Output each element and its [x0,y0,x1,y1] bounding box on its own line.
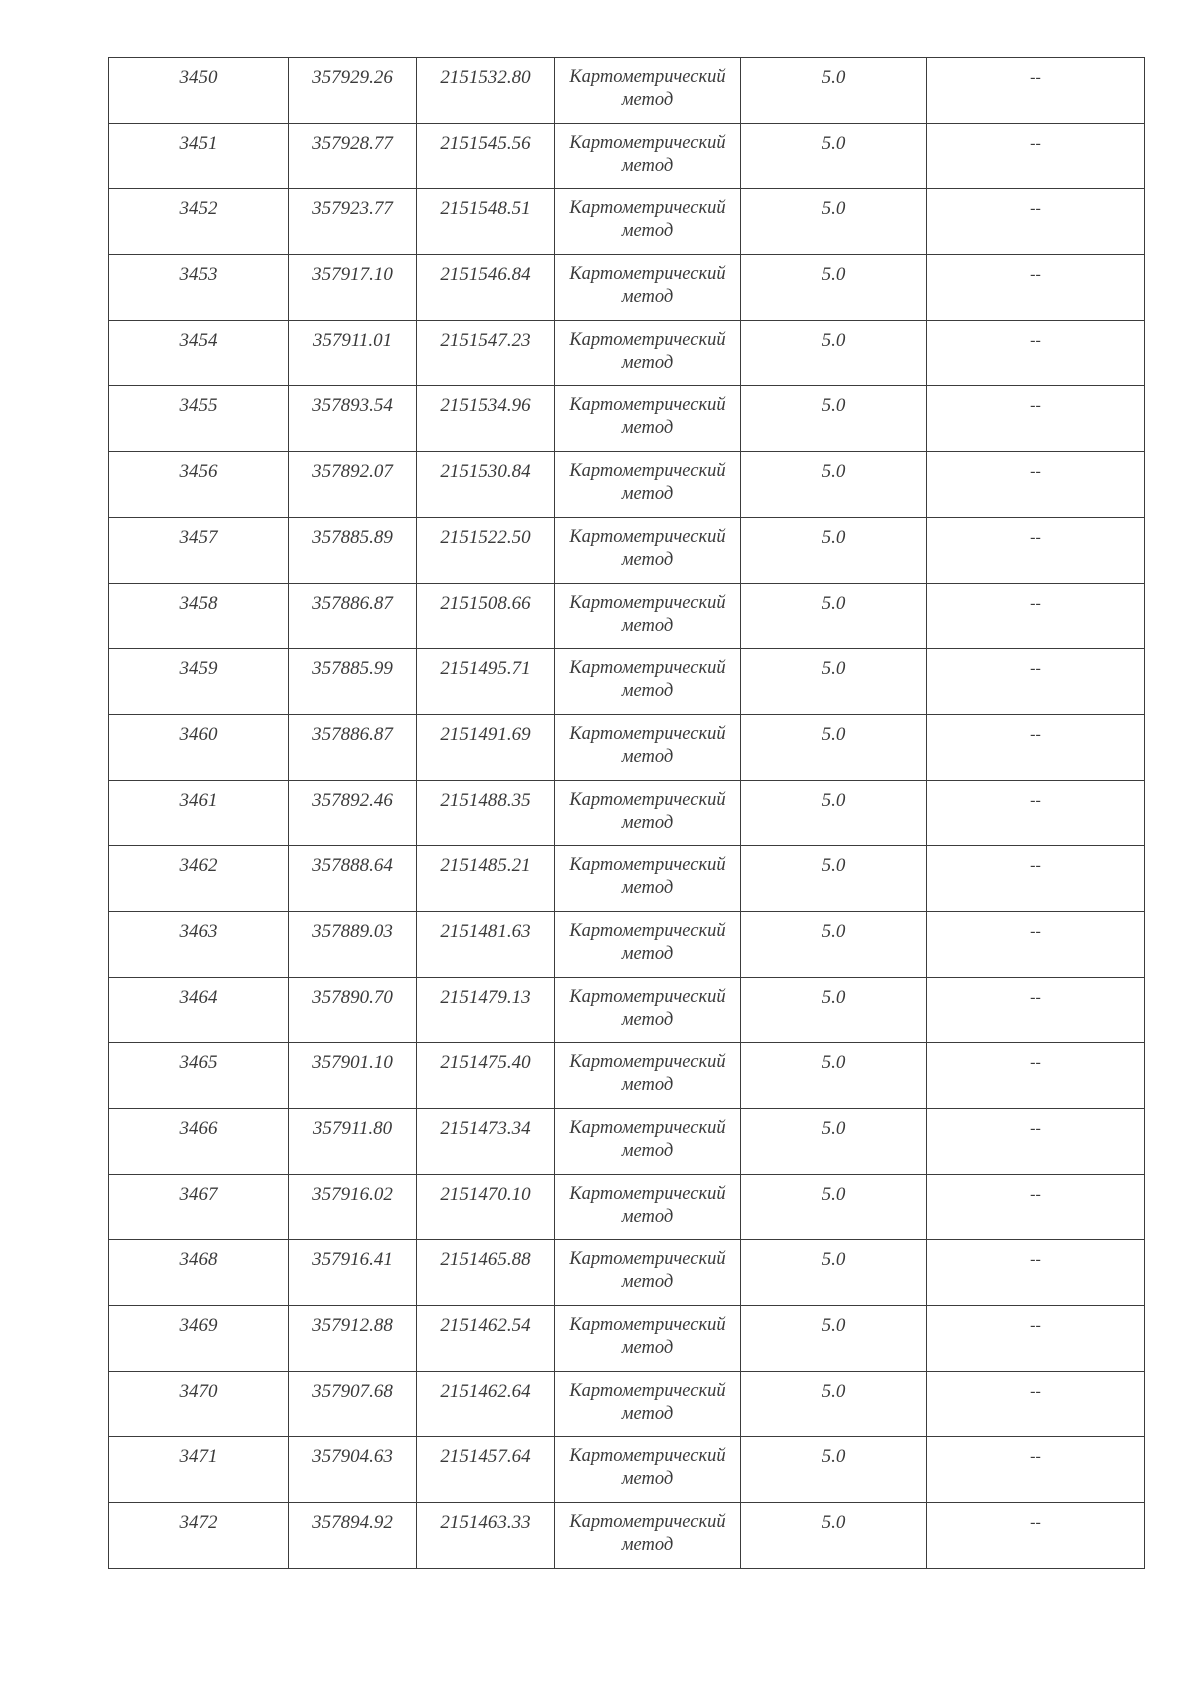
method-line-1: Картометрический [569,1446,726,1467]
y-coordinate-cell: 2151475.40 [417,1043,555,1109]
method-line-2: метод [621,155,674,176]
method-line-1: Картометрический [569,461,726,482]
note-cell: -- [927,649,1145,715]
point-number-cell: 3458 [109,583,289,649]
note-cell: -- [927,1437,1145,1503]
table-row [109,977,1145,1043]
accuracy-cell: 5.0 [741,1174,927,1240]
accuracy-cell: 5.0 [741,846,927,912]
coordinates-table [108,57,1145,1569]
y-coordinate-cell: 2151479.13 [417,977,555,1043]
point-number-cell: 3451 [109,123,289,189]
note-cell: -- [927,1240,1145,1306]
note-cell: -- [927,911,1145,977]
method-line-2: метод [621,812,674,833]
note-cell: -- [927,189,1145,255]
point-number-cell: 3461 [109,780,289,846]
method-line-2: метод [621,615,674,636]
table-row [109,1371,1145,1437]
method-line-1: Картометрический [569,1118,726,1138]
accuracy-cell: 5.0 [741,714,927,780]
method-line-2: метод [621,352,674,373]
accuracy-cell: 5.0 [741,452,927,518]
table-row [109,320,1145,386]
y-coordinate-cell: 2151546.84 [417,255,555,321]
x-coordinate-cell: 357916.41 [289,1240,417,1306]
y-coordinate-cell: 2151548.51 [417,189,555,255]
accuracy-cell: 5.0 [741,1240,927,1306]
x-coordinate-cell: 357907.68 [289,1371,417,1437]
x-coordinate-cell: 357916.02 [289,1174,417,1240]
y-coordinate-cell: 2151462.64 [417,1371,555,1437]
method-line-2: метод [621,1009,674,1030]
note-cell: -- [927,452,1145,518]
note-cell: -- [927,1371,1145,1437]
point-number-cell: 3462 [109,846,289,912]
accuracy-cell: 5.0 [741,911,927,977]
document-page [108,57,1144,1569]
method-line-1: Картометрический [569,592,726,613]
method-line-2: метод [621,1403,674,1424]
point-number-cell: 3466 [109,1109,289,1175]
point-number-cell: 3455 [109,386,289,452]
y-coordinate-cell: 2151481.63 [417,911,555,977]
table-row [109,386,1145,452]
note-cell: -- [927,255,1145,321]
method-cell [555,780,741,846]
y-coordinate-cell: 2151534.96 [417,386,555,452]
method-line-1: Картометрический [569,526,726,547]
accuracy-cell: 5.0 [741,977,927,1043]
method-line-1: Картометрический [569,329,726,350]
y-coordinate-cell: 2151462.54 [417,1306,555,1372]
note-cell: -- [927,320,1145,386]
method-line-1: Картометрический [569,198,726,219]
table-row [109,1109,1145,1175]
method-line-2: метод [621,1075,674,1096]
table-row [109,1240,1145,1306]
method-line-2: метод [621,418,674,439]
method-cell [555,1174,741,1240]
x-coordinate-cell: 357929.26 [289,58,417,124]
method-cell [555,1503,741,1569]
table-row [109,846,1145,912]
method-line-1: Картометрический [569,395,726,416]
method-line-1: Картометрический [569,658,726,679]
method-line-2: метод [621,1338,674,1359]
method-cell [555,714,741,780]
note-cell: -- [927,58,1145,124]
x-coordinate-cell: 357904.63 [289,1437,417,1503]
coordinates-table-body [109,58,1145,1569]
table-row [109,452,1145,518]
x-coordinate-cell: 357911.01 [289,320,417,386]
note-cell: -- [927,1174,1145,1240]
x-coordinate-cell: 357890.70 [289,977,417,1043]
y-coordinate-cell: 2151522.50 [417,517,555,583]
table-row [109,780,1145,846]
method-line-1: Картометрический [569,1315,726,1336]
accuracy-cell: 5.0 [741,1371,927,1437]
x-coordinate-cell: 357894.92 [289,1503,417,1569]
method-line-2: метод [621,1141,674,1161]
method-cell [555,255,741,321]
point-number-cell: 3470 [109,1371,289,1437]
point-number-cell: 3456 [109,452,289,518]
method-line-1: Картометрический [569,67,726,87]
note-cell: -- [927,1109,1145,1175]
accuracy-cell: 5.0 [741,780,927,846]
method-line-1: Картометрический [569,1380,726,1401]
method-cell [555,846,741,912]
note-cell: -- [927,714,1145,780]
x-coordinate-cell: 357885.89 [289,517,417,583]
accuracy-cell: 5.0 [741,1306,927,1372]
note-cell: -- [927,517,1145,583]
y-coordinate-cell: 2151530.84 [417,452,555,518]
method-line-2: метод [621,746,674,767]
note-cell: -- [927,1043,1145,1109]
y-coordinate-cell: 2151491.69 [417,714,555,780]
accuracy-cell: 5.0 [741,189,927,255]
method-cell [555,1109,741,1175]
method-cell [555,649,741,715]
method-line-1: Картометрический [569,264,726,285]
accuracy-cell: 5.0 [741,1109,927,1175]
point-number-cell: 3464 [109,977,289,1043]
y-coordinate-cell: 2151465.88 [417,1240,555,1306]
x-coordinate-cell: 357923.77 [289,189,417,255]
method-cell [555,977,741,1043]
x-coordinate-cell: 357911.80 [289,1109,417,1175]
method-line-2: метод [621,484,674,505]
method-line-1: Картометрический [569,855,726,876]
point-number-cell: 3454 [109,320,289,386]
accuracy-cell: 5.0 [741,123,927,189]
x-coordinate-cell: 357901.10 [289,1043,417,1109]
note-cell: -- [927,386,1145,452]
method-cell [555,320,741,386]
method-line-2: метод [621,287,674,308]
y-coordinate-cell: 2151485.21 [417,846,555,912]
point-number-cell: 3472 [109,1503,289,1569]
point-number-cell: 3471 [109,1437,289,1503]
x-coordinate-cell: 357885.99 [289,649,417,715]
x-coordinate-cell: 357889.03 [289,911,417,977]
method-line-2: метод [621,90,674,110]
y-coordinate-cell: 2151473.34 [417,1109,555,1175]
table-row [109,583,1145,649]
table-row [109,1437,1145,1503]
method-cell [555,386,741,452]
x-coordinate-cell: 357928.77 [289,123,417,189]
x-coordinate-cell: 357917.10 [289,255,417,321]
table-row [109,255,1145,321]
note-cell: -- [927,583,1145,649]
method-line-1: Картометрический [569,723,726,744]
method-cell [555,1240,741,1306]
method-line-1: Картометрический [569,1052,726,1073]
method-line-1: Картометрический [569,1183,726,1204]
method-line-2: метод [621,1206,674,1227]
table-row [109,649,1145,715]
method-cell [555,1043,741,1109]
note-cell: -- [927,780,1145,846]
table-row [109,123,1145,189]
point-number-cell: 3453 [109,255,289,321]
method-cell [555,1437,741,1503]
point-number-cell: 3467 [109,1174,289,1240]
point-number-cell: 3469 [109,1306,289,1372]
point-number-cell: 3459 [109,649,289,715]
method-line-2: метод [621,221,674,242]
y-coordinate-cell: 2151457.64 [417,1437,555,1503]
note-cell: -- [927,1306,1145,1372]
accuracy-cell: 5.0 [741,583,927,649]
method-line-2: метод [621,681,674,702]
method-cell [555,517,741,583]
method-cell [555,189,741,255]
y-coordinate-cell: 2151463.33 [417,1503,555,1569]
accuracy-cell: 5.0 [741,320,927,386]
method-line-2: метод [621,878,674,899]
method-line-2: метод [621,1469,674,1490]
table-row [109,517,1145,583]
table-row [109,911,1145,977]
method-cell [555,1371,741,1437]
x-coordinate-cell: 357888.64 [289,846,417,912]
x-coordinate-cell: 357886.87 [289,714,417,780]
method-line-2: метод [621,943,674,964]
method-line-1: Картометрический [569,789,726,810]
accuracy-cell: 5.0 [741,386,927,452]
method-line-1: Картометрический [569,986,726,1007]
method-line-1: Картометрический [569,132,726,153]
y-coordinate-cell: 2151545.56 [417,123,555,189]
method-cell [555,583,741,649]
accuracy-cell: 5.0 [741,58,927,124]
method-line-1: Картометрический [569,920,726,941]
accuracy-cell: 5.0 [741,1437,927,1503]
note-cell: -- [927,846,1145,912]
x-coordinate-cell: 357886.87 [289,583,417,649]
method-cell [555,911,741,977]
point-number-cell: 3457 [109,517,289,583]
y-coordinate-cell: 2151488.35 [417,780,555,846]
note-cell: -- [927,123,1145,189]
accuracy-cell: 5.0 [741,649,927,715]
table-row [109,1174,1145,1240]
table-row [109,1043,1145,1109]
method-line-2: метод [621,549,674,570]
method-line-1: Картометрический [569,1249,726,1270]
table-row [109,58,1145,124]
x-coordinate-cell: 357892.07 [289,452,417,518]
y-coordinate-cell: 2151508.66 [417,583,555,649]
method-cell [555,58,741,124]
point-number-cell: 3460 [109,714,289,780]
accuracy-cell: 5.0 [741,1043,927,1109]
y-coordinate-cell: 2151495.71 [417,649,555,715]
point-number-cell: 3450 [109,58,289,124]
point-number-cell: 3452 [109,189,289,255]
method-cell [555,1306,741,1372]
method-cell [555,452,741,518]
method-line-2: метод [621,1535,674,1556]
note-cell: -- [927,977,1145,1043]
y-coordinate-cell: 2151470.10 [417,1174,555,1240]
table-row [109,189,1145,255]
table-row [109,714,1145,780]
method-line-1: Картометрический [569,1512,726,1533]
table-row [109,1306,1145,1372]
point-number-cell: 3463 [109,911,289,977]
point-number-cell: 3465 [109,1043,289,1109]
note-cell: -- [927,1503,1145,1569]
y-coordinate-cell: 2151532.80 [417,58,555,124]
table-row [109,1503,1145,1569]
x-coordinate-cell: 357893.54 [289,386,417,452]
method-line-2: метод [621,1272,674,1293]
accuracy-cell: 5.0 [741,1503,927,1569]
y-coordinate-cell: 2151547.23 [417,320,555,386]
accuracy-cell: 5.0 [741,255,927,321]
method-cell [555,123,741,189]
x-coordinate-cell: 357892.46 [289,780,417,846]
point-number-cell: 3468 [109,1240,289,1306]
x-coordinate-cell: 357912.88 [289,1306,417,1372]
accuracy-cell: 5.0 [741,517,927,583]
